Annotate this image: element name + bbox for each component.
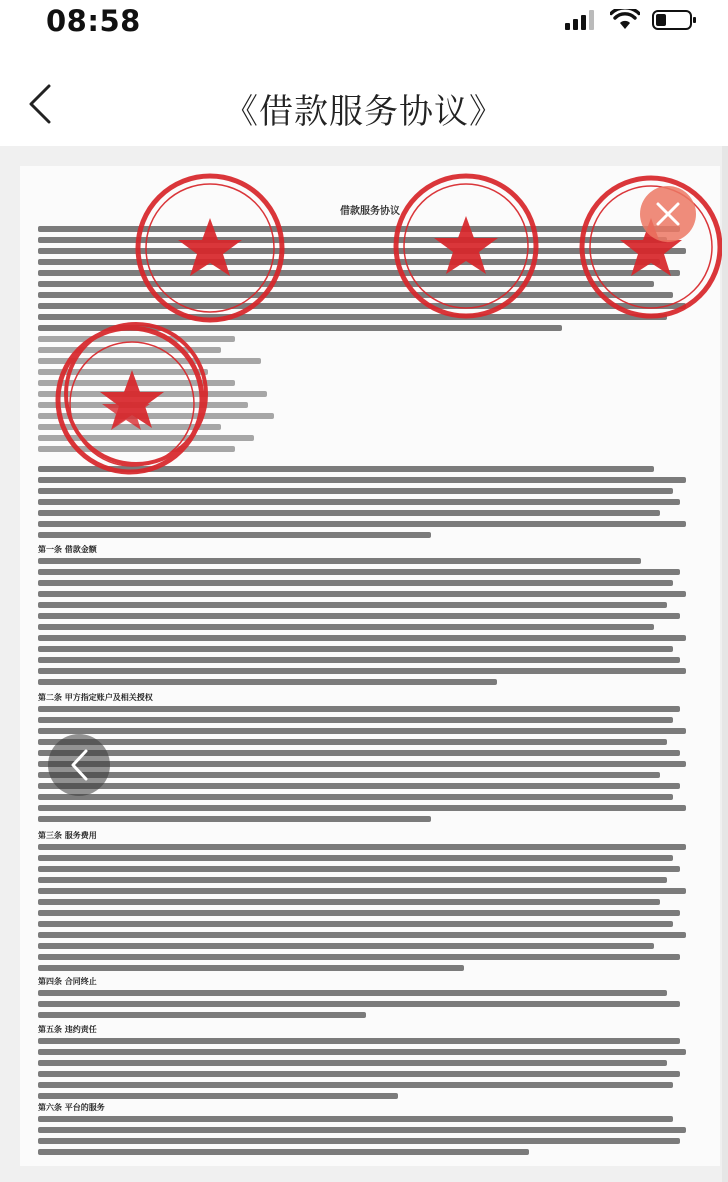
section-body xyxy=(38,844,693,976)
red-seal-stamp xyxy=(132,170,288,326)
section-heading: 第一条 借款金额 xyxy=(38,545,97,554)
document-viewer[interactable] xyxy=(0,146,728,1182)
status-icons xyxy=(564,9,698,31)
battery-icon xyxy=(652,9,698,31)
close-icon xyxy=(655,201,681,227)
section-body xyxy=(38,1116,693,1160)
section-heading: 第五条 违约责任 xyxy=(38,1025,97,1034)
scrollbar-track[interactable] xyxy=(722,146,728,1182)
nav-bar xyxy=(0,56,728,152)
close-button[interactable] xyxy=(640,186,696,242)
section-body xyxy=(38,1038,693,1104)
section-heading: 第二条 甲方指定账户及相关授权 xyxy=(38,693,153,702)
status-bar xyxy=(0,0,728,48)
section-body xyxy=(38,558,693,690)
signal-icon xyxy=(564,9,598,31)
wifi-icon xyxy=(610,9,640,31)
section-heading: 第三条 服务费用 xyxy=(38,831,97,840)
red-seal-stamp xyxy=(390,170,542,322)
status-time: 08:58 xyxy=(46,4,141,38)
section-heading: 第四条 合同终止 xyxy=(38,977,97,986)
section-body xyxy=(38,706,693,827)
section-body xyxy=(38,990,693,1023)
previous-page-button[interactable] xyxy=(48,734,110,796)
page-title: 《借款服务协议》 xyxy=(224,92,504,132)
red-seal-stamp xyxy=(52,316,212,486)
section-heading: 第六条 平台的服务 xyxy=(38,1103,105,1112)
chevron-left-icon xyxy=(68,748,90,782)
document-title: 借款服务协议 xyxy=(340,206,400,217)
